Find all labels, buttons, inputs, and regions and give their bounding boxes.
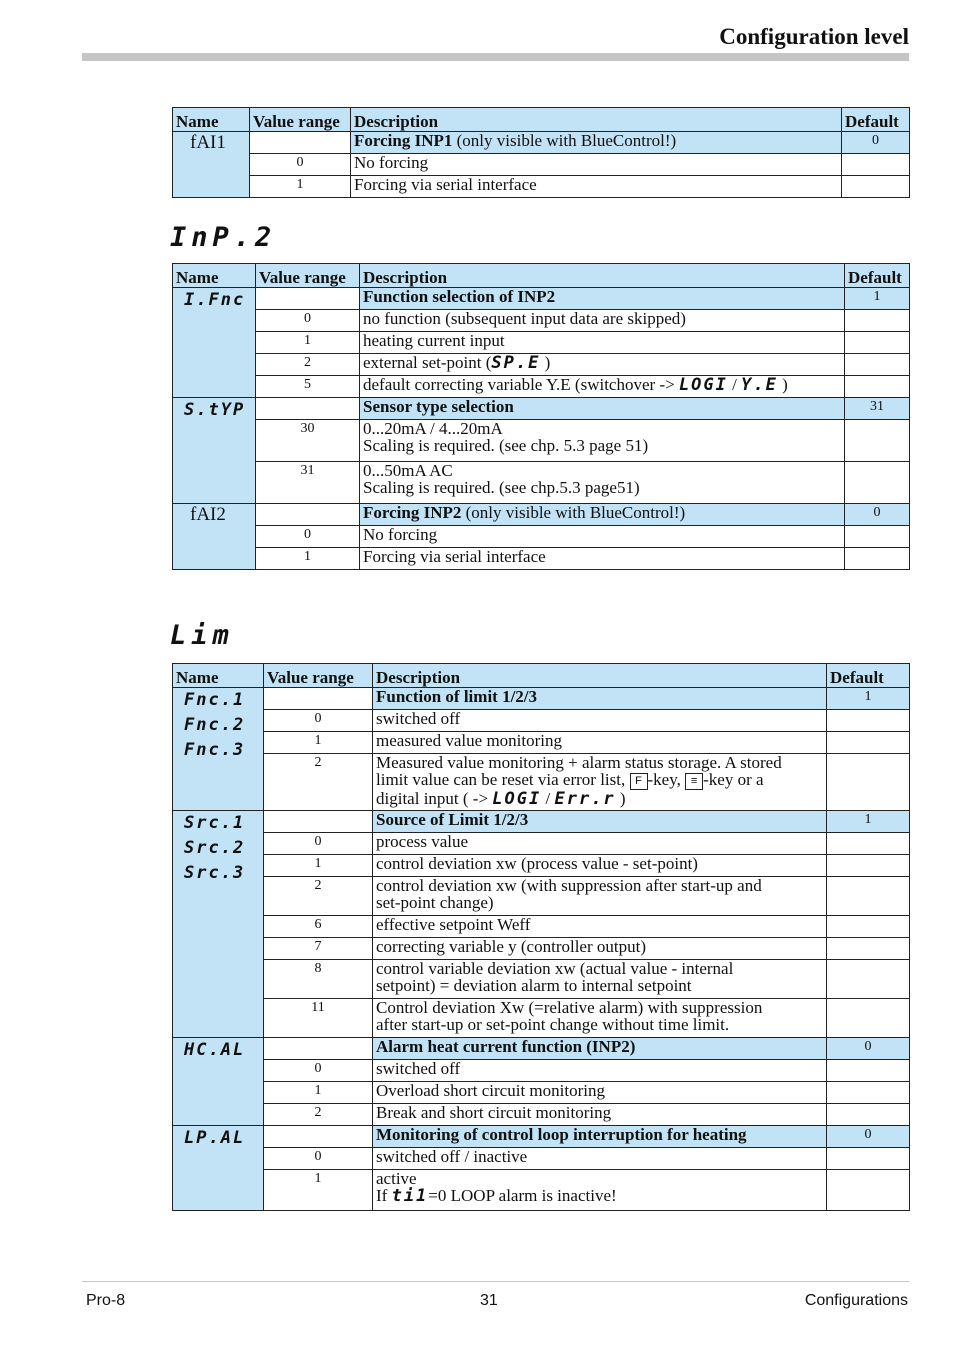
value-cell: 0 [256,310,360,332]
value-cell: 6 [264,916,373,938]
param-row-fai2 [173,504,910,526]
param-row-styp [173,398,910,420]
desc-text: ) [777,375,788,394]
param-default: 1 [827,688,910,710]
param-row-fai1 [173,132,910,154]
desc-text: / [727,375,742,394]
param-row-src [173,811,910,833]
desc-text: -key, [647,770,686,789]
footer-page-number: 31 [480,1292,498,1309]
desc-cell: No forcing [360,526,845,548]
section-title-lim: Lim [170,620,234,651]
param-name-cell [173,688,264,811]
col-value-range-header: Value range [256,264,360,288]
value-cell [264,1126,373,1148]
value-cell: 2 [256,354,360,376]
table-row [173,1148,910,1170]
param-name-cell [173,288,256,398]
param-desc [360,504,845,526]
table-header-row [173,108,910,132]
desc-cell [373,1170,827,1211]
desc-cell: process value [373,833,827,855]
table-row [173,916,910,938]
param-name-src1: Src.1 [184,813,246,833]
param-name-fnc3: Fnc.3 [184,740,246,760]
default-cell [827,855,910,877]
table-fai1 [172,107,910,198]
segment-code-ye: Y.E [741,375,778,395]
desc-cell [373,999,827,1038]
default-cell [827,1148,910,1170]
footer-rule [82,1281,909,1282]
footer-product: Pro-8 [86,1292,126,1309]
default-cell [845,526,910,548]
param-desc: Sensor type selection [360,398,845,420]
default-cell [842,176,910,198]
default-cell [827,1170,910,1211]
param-name-hcal: HC.AL [184,1040,246,1060]
default-cell [827,754,910,811]
section-title-inp2: InP.2 [170,222,277,253]
value-cell: 11 [264,999,373,1038]
desc-cell: No forcing [351,154,842,176]
param-desc: Function of limit 1/2/3 [373,688,827,710]
desc-text: -key or a [703,770,764,789]
desc-line [376,790,823,808]
value-cell: 30 [256,420,360,462]
desc-line: setpoint) = deviation alarm to internal setpoint [376,976,692,995]
table-row [173,1170,910,1211]
desc-text: =0 LOOP alarm is inactive! [428,1186,617,1205]
table-inp2 [172,263,910,570]
desc-text: limit value can be reset via error list, [376,770,630,789]
f-key-icon: F [630,773,648,790]
desc-cell: switched off [373,1060,827,1082]
value-cell: 1 [256,332,360,354]
param-name-lpal: LP.AL [184,1128,246,1148]
value-cell [256,288,360,310]
desc-cell [360,420,845,462]
segment-code-logi: LOGI [492,788,542,809]
value-cell: 1 [264,1170,373,1211]
value-cell: 8 [264,960,373,999]
desc-cell: measured value monitoring [373,732,827,754]
table-row [173,548,910,570]
param-row-ifnc [173,288,910,310]
value-cell: 1 [250,176,351,198]
col-default-header: Default [842,108,910,132]
value-cell [256,504,360,526]
desc-text: ) [540,353,551,372]
table-row [173,154,910,176]
default-cell [827,960,910,999]
desc-cell: Forcing via serial interface [360,548,845,570]
value-cell: 0 [250,154,351,176]
default-cell [827,938,910,960]
param-name-fai2: fAI2 [190,504,226,525]
value-cell [264,811,373,833]
value-cell [250,132,351,154]
param-default: 31 [845,398,910,420]
param-desc-rest: (only visible with BlueControl!) [461,503,686,522]
segment-code-logi: LOGI [678,375,728,395]
col-default-header: Default [845,264,910,288]
col-default-header: Default [827,664,910,688]
table-row [173,710,910,732]
default-cell [827,833,910,855]
desc-line: 0...20mA / 4...20mA [363,419,503,438]
default-cell [845,548,910,570]
param-row-lpal [173,1126,910,1148]
desc-line: Scaling is required. (see chp. 5.3 page 51) [363,436,649,455]
param-default: 0 [827,1038,910,1060]
value-cell [264,688,373,710]
value-cell: 31 [256,462,360,504]
col-name-header: Name [173,108,250,132]
desc-cell: Break and short circuit monitoring [373,1104,827,1126]
param-desc-bold: Forcing INP1 [354,131,453,150]
desc-line: Control deviation Xw (=relative alarm) with suppression [376,998,763,1017]
table-row [173,462,910,504]
value-cell: 1 [264,855,373,877]
desc-cell [360,354,845,376]
value-cell [264,1038,373,1060]
desc-line [376,1187,823,1205]
desc-cell: no function (subsequent input data are skipped) [360,310,845,332]
value-cell: 0 [256,526,360,548]
table-row [173,1104,910,1126]
param-desc: Alarm heat current function (INP2) [373,1038,827,1060]
table-row [173,938,910,960]
selector-key-icon: ≡ [685,773,703,790]
desc-cell: switched off [373,710,827,732]
param-desc-bold: Forcing INP2 [363,503,462,522]
param-desc-cell [351,132,842,154]
param-name-ifnc: I.Fnc [184,290,246,310]
desc-cell [373,754,827,811]
desc-line: after start-up or set-point change without time limit. [376,1015,730,1034]
desc-cell [373,877,827,916]
param-name-cell [173,398,256,504]
desc-line: 0...50mA AC [363,461,453,480]
param-name-cell [173,132,250,198]
param-name-cell [173,811,264,1038]
default-cell [845,354,910,376]
param-name-styp: S.tYP [184,400,246,420]
value-cell: 1 [264,732,373,754]
default-cell [827,916,910,938]
table-row [173,376,910,398]
segment-code-ti1: ti1 [391,1186,429,1206]
desc-cell [360,462,845,504]
param-name-fnc2: Fnc.2 [184,715,246,735]
value-cell: 1 [256,548,360,570]
default-cell [845,462,910,504]
value-cell: 2 [264,754,373,811]
param-desc: Function selection of INP2 [360,288,845,310]
footer-section: Configurations [804,1292,908,1309]
desc-line [376,771,823,790]
table-row [173,732,910,754]
table-row [173,754,910,811]
param-name-cell [173,1038,264,1126]
page-header-title: Configuration level [719,24,909,49]
value-cell: 0 [264,833,373,855]
table-row [173,960,910,999]
value-cell: 2 [264,877,373,916]
value-cell: 1 [264,1082,373,1104]
desc-cell: switched off / inactive [373,1148,827,1170]
param-name-src3: Src.3 [184,863,246,883]
default-cell [845,310,910,332]
param-name-cell [173,1126,264,1211]
table-row [173,420,910,462]
value-cell [256,398,360,420]
param-name-cell [173,504,256,570]
table-row [173,877,910,916]
desc-cell: correcting variable y (controller output) [373,938,827,960]
segment-code-spe: SP.E [491,353,541,373]
param-name-fnc1: Fnc.1 [184,690,246,710]
desc-line: Measured value monitoring + alarm status storage. A stored [376,753,782,772]
desc-cell: effective setpoint Weff [373,916,827,938]
desc-text: external set-point ( [363,353,492,372]
desc-cell [373,960,827,999]
desc-line: control deviation xw (with suppression after start-up and [376,876,762,895]
value-cell: 0 [264,710,373,732]
default-cell [845,420,910,462]
param-desc-rest: (only visible with BlueControl!) [452,131,677,150]
table-row [173,176,910,198]
desc-text: default correcting variable Y.E (switchover -> [363,375,679,394]
param-name-fai1: fAI1 [190,132,226,153]
table-row [173,833,910,855]
default-cell [827,732,910,754]
param-desc: Source of Limit 1/2/3 [373,811,827,833]
default-cell [827,1060,910,1082]
default-cell [845,332,910,354]
desc-text: If [376,1186,392,1205]
desc-cell: Overload short circuit monitoring [373,1082,827,1104]
col-value-range-header: Value range [264,664,373,688]
table-row [173,310,910,332]
col-value-range-header: Value range [250,108,351,132]
table-row [173,1082,910,1104]
desc-text: digital input ( -> [376,788,493,808]
param-desc: Monitoring of control loop interruption for heating [373,1126,827,1148]
default-cell [827,1082,910,1104]
segment-code-errr: Err.r [554,788,616,809]
param-name-src2: Src.2 [184,838,246,858]
desc-text: / [541,788,555,808]
table-row [173,1060,910,1082]
table-header-row [173,264,910,288]
param-default: 0 [842,132,910,154]
col-description-header: Description [351,108,842,132]
desc-line: active [376,1169,417,1188]
col-description-header: Description [360,264,845,288]
default-cell [845,376,910,398]
value-cell: 5 [256,376,360,398]
desc-line: control variable deviation xw (actual value - internal [376,959,734,978]
default-cell [827,999,910,1038]
table-row [173,332,910,354]
value-cell: 0 [264,1148,373,1170]
param-row-fnc [173,688,910,710]
table-row [173,999,910,1038]
value-cell: 2 [264,1104,373,1126]
default-cell [842,154,910,176]
desc-cell: heating current input [360,332,845,354]
desc-cell [360,376,845,398]
table-row [173,354,910,376]
col-name-header: Name [173,664,264,688]
value-cell: 7 [264,938,373,960]
param-default: 0 [845,504,910,526]
desc-line: Scaling is required. (see chp.5.3 page51) [363,478,640,497]
desc-text: ) [615,788,626,808]
default-cell [827,1104,910,1126]
col-name-header: Name [173,264,256,288]
desc-line: set-point change) [376,893,494,912]
col-description-header: Description [373,664,827,688]
table-row [173,526,910,548]
value-cell: 0 [264,1060,373,1082]
param-row-hcal [173,1038,910,1060]
table-row [173,855,910,877]
desc-cell: control deviation xw (process value - set-point) [373,855,827,877]
param-default: 1 [827,811,910,833]
param-default: 1 [845,288,910,310]
table-lim [172,663,910,1211]
table-header-row [173,664,910,688]
desc-cell: Forcing via serial interface [351,176,842,198]
default-cell [827,710,910,732]
default-cell [827,877,910,916]
param-default: 0 [827,1126,910,1148]
header-rule [82,53,909,61]
